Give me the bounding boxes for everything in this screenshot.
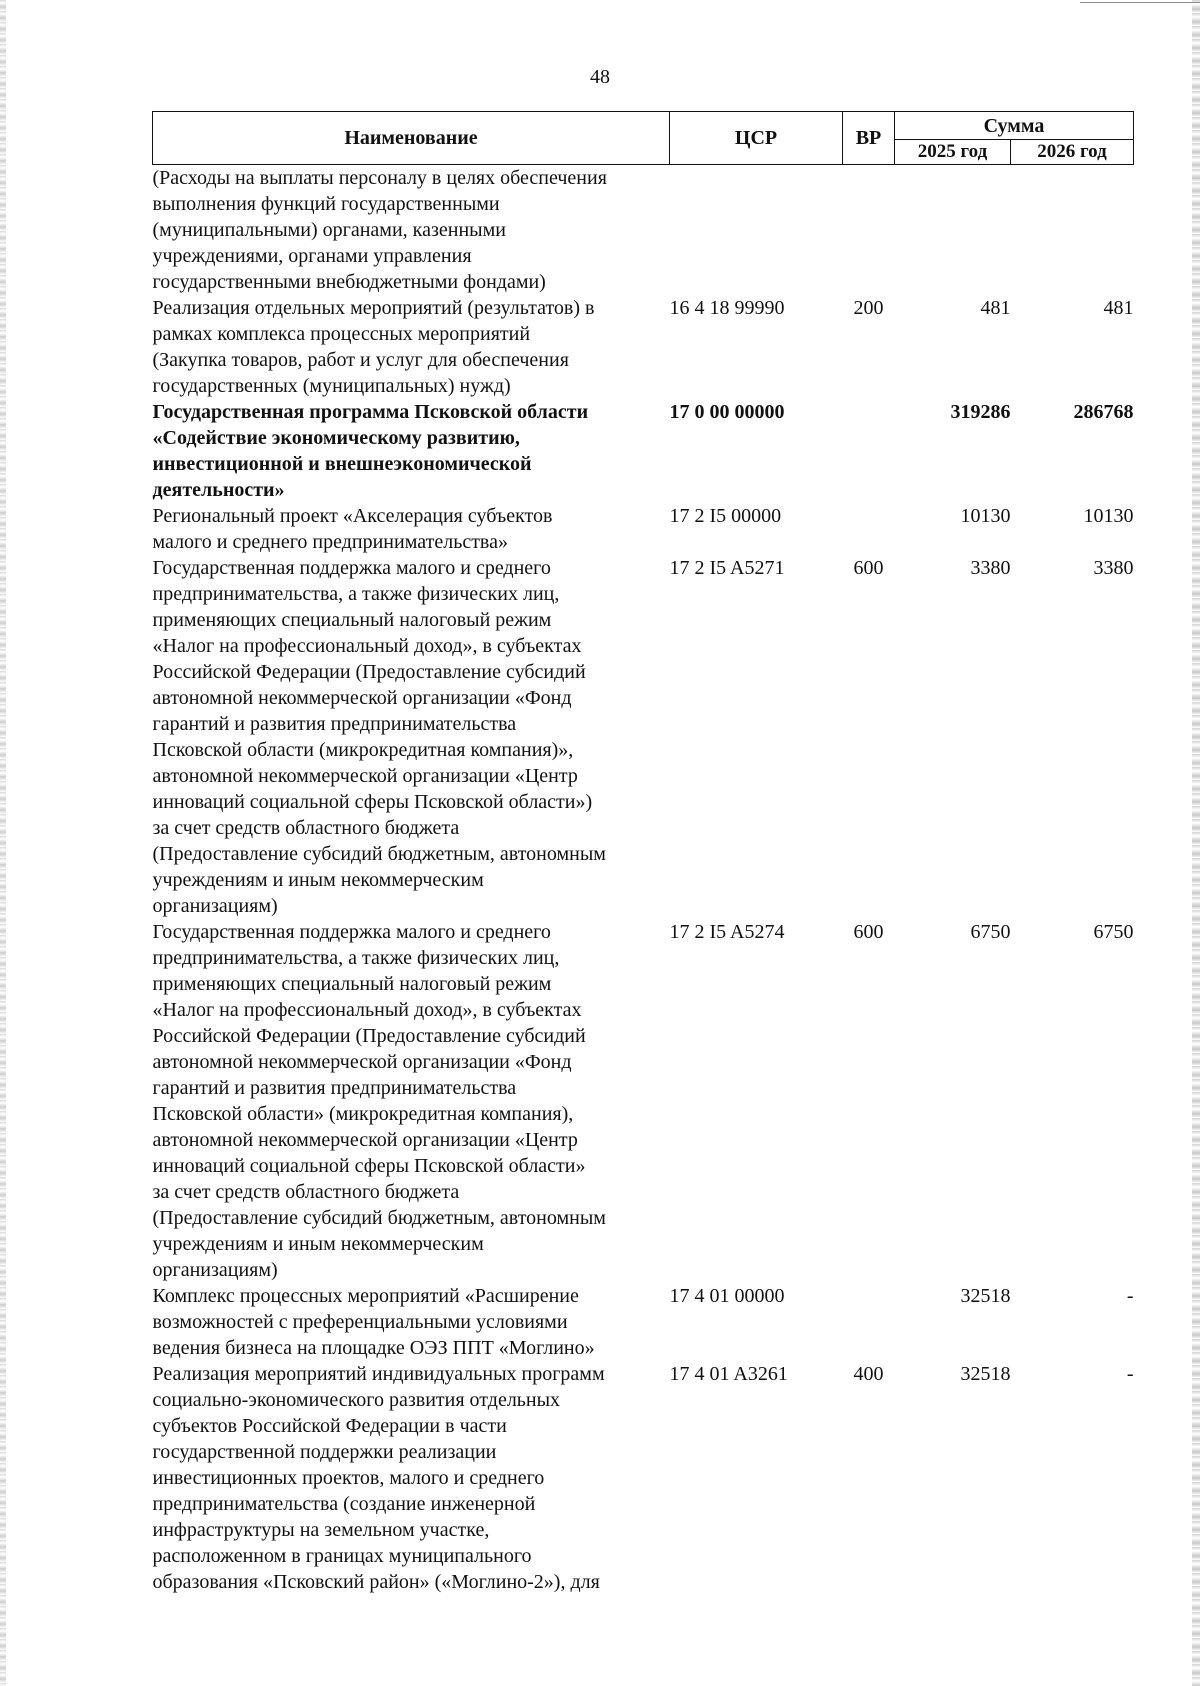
row-name-line: Реализация отдельных мероприятий (результатов) в xyxy=(152,297,595,319)
row-name xyxy=(153,1361,670,1595)
row-name-line: государственной поддержки реализации xyxy=(152,1441,497,1463)
row-name-line: организациям) xyxy=(152,1259,278,1281)
row-name-line: малого и среднего предпринимательства» xyxy=(152,531,508,553)
row-name-line: (Закупка товаров, работ и услуг для обеспечения xyxy=(152,349,569,371)
header-year-2025: 2025 год xyxy=(895,140,1011,165)
row-name-line: автономной некоммерческой организации «Фонд xyxy=(152,1051,572,1073)
row-sum-2026: 481 xyxy=(1103,297,1134,319)
row-name xyxy=(153,165,670,296)
row-name-line: предпринимательства, а также физических лиц, xyxy=(152,947,560,969)
table-body xyxy=(153,165,1134,1596)
row-sum-2026: 286768 xyxy=(1073,401,1134,423)
row-name-line: (Предоставление субсидий бюджетным, автономным xyxy=(152,1207,606,1229)
row-name-line: государственными внебюджетными фондами) xyxy=(152,271,546,293)
row-sum-2026 xyxy=(1011,165,1134,296)
table-row xyxy=(153,919,1134,1283)
table-row xyxy=(153,555,1134,919)
row-vr xyxy=(843,165,895,296)
row-name-line: Реализация мероприятий индивидуальных программ xyxy=(152,1363,605,1385)
row-name-line: Российской Федерации (Предоставление субсидий xyxy=(152,661,586,683)
row-csr: 17 4 01 00000 xyxy=(669,1285,785,1307)
table-row xyxy=(153,1361,1134,1595)
row-name-line: Псковской области» (микрокредитная компания), xyxy=(152,1103,574,1125)
row-name-line: (Расходы на выплаты персоналу в целях обеспечения xyxy=(152,167,607,189)
row-name-line: автономной некоммерческой организации «Центр xyxy=(152,1129,578,1151)
row-name-line: «Налог на профессиональный доход», в субъектах xyxy=(152,999,582,1021)
row-sum-2026: - xyxy=(1126,1285,1134,1307)
row-sum-2025: 6750 xyxy=(970,921,1011,943)
row-name-line: учреждениям и иным некоммерческим xyxy=(152,1233,484,1255)
row-vr: 400 xyxy=(853,1363,884,1385)
table-row xyxy=(153,165,1134,296)
row-name-line: инвестиционной и внешнеэкономической xyxy=(152,453,532,475)
scan-edge-left xyxy=(0,0,6,1686)
row-name xyxy=(153,295,670,399)
row-vr xyxy=(843,399,895,503)
header-csr: ЦСР xyxy=(670,112,843,165)
row-name-line: ведения бизнеса на площадке ОЭЗ ППТ «Моглино» xyxy=(152,1337,595,1359)
row-sum-2025: 32518 xyxy=(960,1285,1011,1307)
row-sum-2025: 3380 xyxy=(970,557,1011,579)
scan-top-line xyxy=(1080,2,1200,3)
row-sum-2025: 32518 xyxy=(960,1363,1011,1385)
row-name xyxy=(153,1283,670,1361)
row-sum-2026: 3380 xyxy=(1093,557,1134,579)
row-name-line: рамках комплекса процессных мероприятий xyxy=(152,323,531,345)
row-name-line: за счет средств областного бюджета xyxy=(152,1181,460,1203)
row-name-line: автономной некоммерческой организации «Центр xyxy=(152,765,578,787)
row-sum-2025: 10130 xyxy=(960,505,1011,527)
row-name-line: «Налог на профессиональный доход», в субъектах xyxy=(152,635,582,657)
row-name-line: применяющих специальный налоговый режим xyxy=(152,973,552,995)
row-name xyxy=(153,503,670,555)
row-name-line: Российской Федерации (Предоставление субсидий xyxy=(152,1025,586,1047)
table-row xyxy=(153,399,1134,503)
row-name-line: (Предоставление субсидий бюджетным, автономным xyxy=(152,843,606,865)
scan-edge-right xyxy=(1192,0,1200,1686)
row-sum-2025: 481 xyxy=(980,297,1011,319)
row-name-line: инноваций социальной сферы Псковской области») xyxy=(152,791,593,813)
row-name-line: предпринимательства, а также физических лиц, xyxy=(152,583,560,605)
row-name-line: инфраструктуры на земельном участке, xyxy=(152,1519,490,1541)
header-name: Наименование xyxy=(153,112,670,165)
row-sum-2026: - xyxy=(1126,1363,1134,1385)
row-vr: 200 xyxy=(853,297,884,319)
row-csr: 17 0 00 00000 xyxy=(669,401,785,423)
row-vr: 600 xyxy=(853,557,884,579)
row-name-line: Государственная поддержка малого и среднего xyxy=(152,557,551,579)
row-name-line: Государственная поддержка малого и среднего xyxy=(152,921,551,943)
row-name-line: социально-экономического развития отдельных xyxy=(152,1389,561,1411)
row-name-line: гарантий и развития предпринимательства xyxy=(152,713,517,735)
row-name-line: деятельности» xyxy=(152,479,285,501)
row-vr xyxy=(843,503,895,555)
row-csr: 17 2 I5 A5271 xyxy=(669,557,785,579)
row-name-line: «Содействие экономическому развитию, xyxy=(152,427,520,449)
row-sum-2025 xyxy=(895,165,1011,296)
row-name xyxy=(153,555,670,919)
table-row xyxy=(153,503,1134,555)
row-name-line: автономной некоммерческой организации «Фонд xyxy=(152,687,572,709)
row-name-line: выполнения функций государственными xyxy=(152,193,500,215)
row-name-line: учреждениям и иным некоммерческим xyxy=(152,869,484,891)
row-name-line: образования «Псковский район» («Моглино-2»), для xyxy=(152,1571,600,1593)
page-number: 48 xyxy=(590,66,610,88)
row-csr xyxy=(670,165,843,296)
row-name-line: Комплекс процессных мероприятий «Расширение xyxy=(152,1285,579,1307)
row-csr: 16 4 18 99990 xyxy=(669,297,785,319)
row-name-line: инвестиционных проектов, малого и среднего xyxy=(152,1467,545,1489)
row-name-line: Государственная программа Псковской области xyxy=(152,401,589,423)
row-name-line: государственных (муниципальных) нужд) xyxy=(152,375,511,397)
row-csr: 17 4 01 A3261 xyxy=(669,1363,788,1385)
row-name xyxy=(153,919,670,1283)
table-row xyxy=(153,295,1134,399)
budget-table xyxy=(152,111,1134,1595)
row-sum-2025: 319286 xyxy=(950,401,1011,423)
row-name-line: применяющих специальный налоговый режим xyxy=(152,609,552,631)
row-name-line: гарантий и развития предпринимательства xyxy=(152,1077,517,1099)
row-name xyxy=(153,399,670,503)
header-year-2026: 2026 год xyxy=(1011,140,1134,165)
table-row xyxy=(153,1283,1134,1361)
row-csr: 17 2 I5 A5274 xyxy=(669,921,785,943)
row-name-line: за счет средств областного бюджета xyxy=(152,817,460,839)
row-vr: 600 xyxy=(853,921,884,943)
table-header xyxy=(153,112,1134,165)
row-name-line: расположенном в границах муниципального xyxy=(152,1545,532,1567)
row-csr: 17 2 I5 00000 xyxy=(669,505,782,527)
row-name-line: возможностей с преференциальными условиями xyxy=(152,1311,568,1333)
row-name-line: субъектов Российской Федерации в части xyxy=(152,1415,507,1437)
row-name-line: организациям) xyxy=(152,895,278,917)
row-name-line: Региональный проект «Акселерация субъектов xyxy=(152,505,553,527)
row-sum-2026: 6750 xyxy=(1093,921,1134,943)
row-name-line: инноваций социальной сферы Псковской области» xyxy=(152,1155,586,1177)
row-name-line: (муниципальными) органами, казенными xyxy=(152,219,506,241)
row-sum-2026: 10130 xyxy=(1083,505,1134,527)
row-vr xyxy=(843,1283,895,1361)
header-vr: ВР xyxy=(843,112,895,165)
row-name-line: Псковской области (микрокредитная компания)», xyxy=(152,739,574,761)
row-name-line: учреждениями, органами управления xyxy=(152,245,472,267)
row-name-line: предпринимательства (создание инженерной xyxy=(152,1493,536,1515)
header-sum: Сумма xyxy=(895,112,1134,140)
